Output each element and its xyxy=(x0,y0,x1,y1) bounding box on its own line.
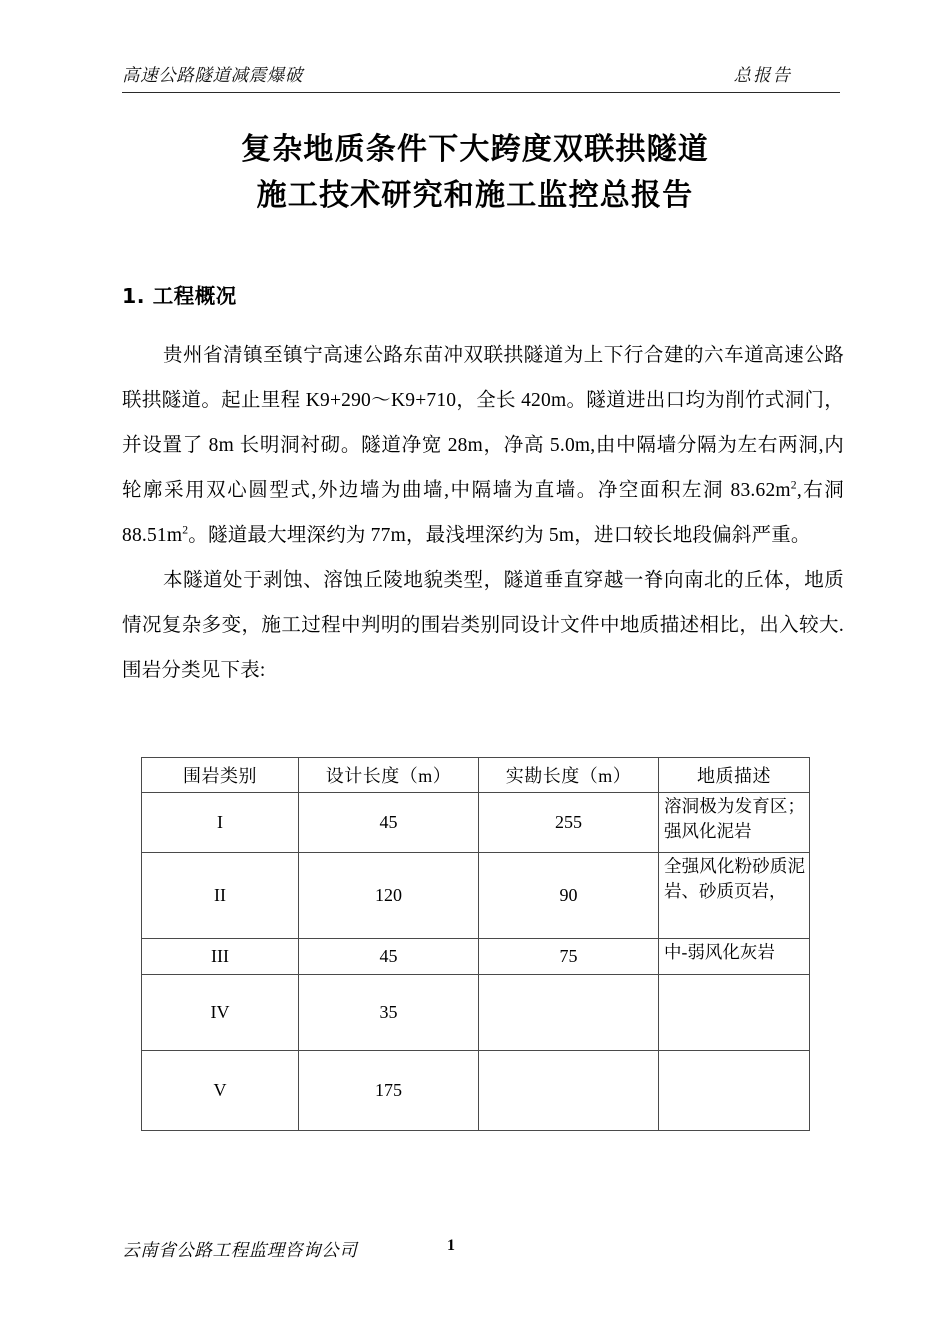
header-divider-rule xyxy=(122,92,840,93)
cell-category: III xyxy=(142,939,299,975)
table-header-description: 地质描述 xyxy=(659,758,810,793)
cell-description: 中-弱风化灰岩 xyxy=(659,939,810,975)
page-footer xyxy=(122,1237,840,1262)
cell-design-length: 45 xyxy=(299,939,479,975)
cell-category: IV xyxy=(142,975,299,1051)
superscript-square-1: 2 xyxy=(790,478,797,492)
cell-design-length: 45 xyxy=(299,793,479,853)
document-title xyxy=(0,127,950,219)
running-header xyxy=(122,62,840,87)
rock-classification-table xyxy=(141,757,810,1131)
cell-survey-length: 90 xyxy=(479,853,659,939)
cell-survey-length: 255 xyxy=(479,793,659,853)
cell-description: 全强风化粉砂质泥岩、砂质页岩， xyxy=(659,853,810,939)
table-row xyxy=(142,853,810,939)
table-row xyxy=(142,1051,810,1131)
paragraph-1-text-c: 。隧道最大埋深约为 77m，最浅埋深约为 5m，进口较长地段偏斜严重。 xyxy=(188,525,811,546)
paragraph-2: 本隧道处于剥蚀、溶蚀丘陵地貌类型，隧道垂直穿越一脊向南北的丘体，地质情况复杂多变，施工过程中判明的围岩类别同设计文件中地质描述相比，出入较大.围岩分类见下表: xyxy=(122,570,844,681)
cell-description xyxy=(659,975,810,1051)
table-header-category: 围岩类别 xyxy=(142,758,299,793)
cell-description: 溶洞极为发育区；强风化泥岩 xyxy=(659,793,810,853)
paragraph-1 xyxy=(122,333,844,558)
paragraph-1-text-a: 贵州省清镇至镇宁高速公路东苗冲双联拱隧道为上下行合建的六车道高速公路联拱隧道。起止里程 K9+290～K9+710，全长 420m。隧道进出口均为削竹式洞门，并设置了 8m 长明洞衬砌。隧道净宽 28m，净高 5.0m,由中隔墙分隔为左右两洞,内轮廓采用双心圆型式,外边墙为曲墙,中隔墙为直墙。净空面积左洞 83.62m xyxy=(122,345,844,501)
cell-category: V xyxy=(142,1051,299,1131)
cell-category: II xyxy=(142,853,299,939)
header-left-text: 高速公路隧道减震爆破 xyxy=(122,65,303,85)
cell-survey-length xyxy=(479,1051,659,1131)
superscript-square-2: 2 xyxy=(182,523,189,537)
section-heading-1: 1. 工程概况 xyxy=(122,284,237,308)
cell-design-length: 35 xyxy=(299,975,479,1051)
cell-design-length: 175 xyxy=(299,1051,479,1131)
body-text-block xyxy=(122,333,844,693)
cell-survey-length: 75 xyxy=(479,939,659,975)
cell-design-length: 120 xyxy=(299,853,479,939)
footer-page-number: 1 xyxy=(447,1237,456,1254)
table-row xyxy=(142,793,810,853)
table-header-design-length: 设计长度（m） xyxy=(299,758,479,793)
cell-description xyxy=(659,1051,810,1131)
table-row xyxy=(142,975,810,1051)
header-right-text: 总报告 xyxy=(733,65,792,85)
title-line-1: 复杂地质条件下大跨度双联拱隧道 xyxy=(241,132,709,167)
title-line-2: 施工技术研究和施工监控总报告 xyxy=(256,178,694,213)
paragraph-1-text-b: ,右洞 88.51m xyxy=(122,480,844,546)
cell-category: I xyxy=(142,793,299,853)
table-header-survey-length: 实勘长度（m） xyxy=(479,758,659,793)
footer-company-name: 云南省公路工程监理咨询公司 xyxy=(122,1240,358,1260)
table-header-row xyxy=(142,758,810,793)
cell-survey-length xyxy=(479,975,659,1051)
table-row xyxy=(142,939,810,975)
rock-classification-table-wrapper xyxy=(141,757,809,1131)
